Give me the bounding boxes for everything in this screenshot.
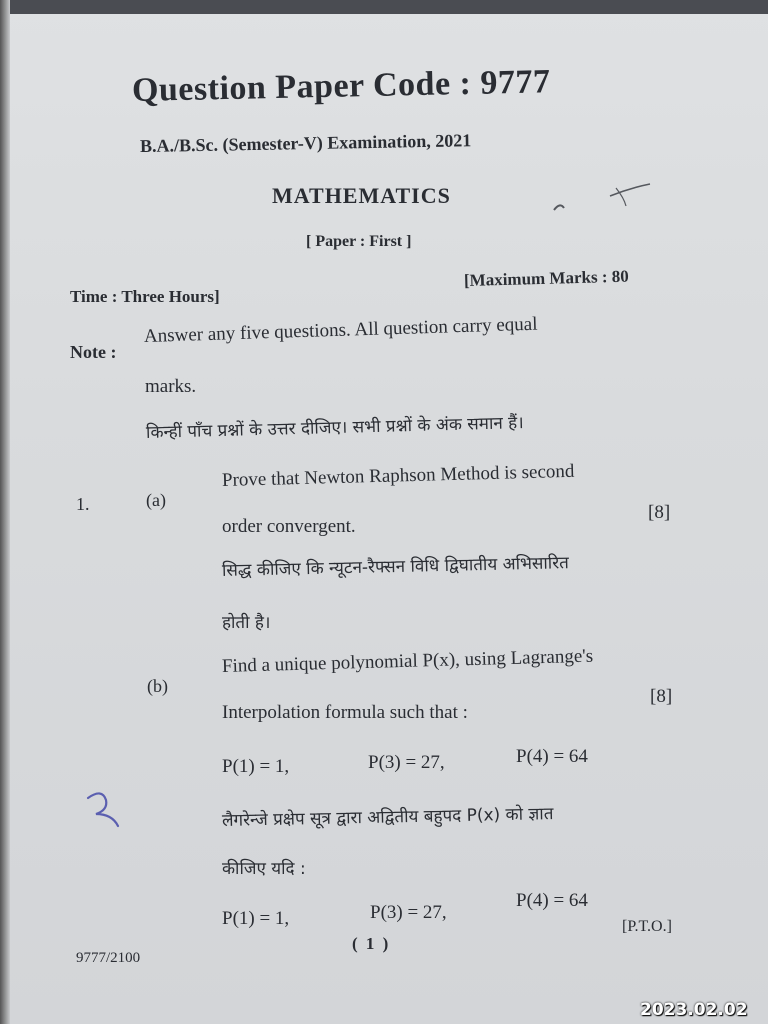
photo-timestamp: 2023.02.02 <box>640 1000 748 1020</box>
question-1a-hindi-line2: होती है। <box>222 613 271 633</box>
subject-title: MATHEMATICS <box>272 183 451 208</box>
question-1b-hindi-line1: लैगरेन्जे प्रक्षेप सूत्र द्वारा अद्वितीय बहुपद P(x) को ज्ञात <box>221 804 554 831</box>
question-part-b-label: (b) <box>147 676 168 696</box>
question-1b-line2: Interpolation formula such that : <box>222 702 468 723</box>
note-instructions-line2: marks. <box>145 376 197 397</box>
question-1a-line2: order convergent. <box>222 516 356 537</box>
time-allowed: Time : Three Hours] <box>70 287 220 306</box>
question-1a-marks: [8] <box>648 502 671 523</box>
photo-left-edge <box>0 0 10 1024</box>
photo-top-edge <box>0 0 768 14</box>
handwritten-tick-marks <box>546 174 666 224</box>
question-number: 1. <box>76 494 90 514</box>
hindi-condition-p1: P(1) = 1, <box>222 908 290 929</box>
footer-paper-code: 9777/2100 <box>76 950 141 966</box>
please-turn-over: [P.T.O.] <box>622 918 672 935</box>
hindi-condition-p3: P(3) = 27, <box>370 902 447 923</box>
hindi-condition-p4: P(4) = 64 <box>516 890 588 911</box>
page-number: ( 1 ) <box>352 934 391 953</box>
note-instructions-hindi: किन्हीं पाँच प्रश्नों के उत्तर दीजिए। सभी प्रश्नों के अंक समान हैं। <box>145 413 524 443</box>
question-1a-hindi-line1: सिद्ध कीजिए कि न्यूटन-रैफ्सन विधि द्विघातीय अभिसारित <box>221 553 570 581</box>
question-1b-line1: Find a unique polynomial P(x), using Lagrange's <box>221 645 594 677</box>
question-1a-line1: Prove that Newton Raphson Method is second <box>221 460 575 491</box>
maximum-marks: [Maximum Marks : 80 <box>463 266 629 290</box>
question-part-a-label: (a) <box>146 490 166 510</box>
condition-p1: P(1) = 1, <box>222 756 290 777</box>
condition-p4: P(4) = 64 <box>516 746 588 767</box>
question-1b-marks: [8] <box>650 686 673 707</box>
note-label: Note : <box>70 342 117 362</box>
note-instructions-line1: Answer any five questions. All question carry equal <box>143 313 538 347</box>
paper-number: [ Paper : First ] <box>306 233 412 250</box>
question-1b-hindi-line2: कीजिए यदि : <box>222 859 306 879</box>
condition-p3: P(3) = 27, <box>368 752 445 773</box>
handwritten-pen-scribble <box>80 784 130 834</box>
exam-title: B.A./B.Sc. (Semester-V) Examination, 2021 <box>139 130 472 156</box>
question-paper-code: Question Paper Code : 9777 <box>131 63 551 109</box>
